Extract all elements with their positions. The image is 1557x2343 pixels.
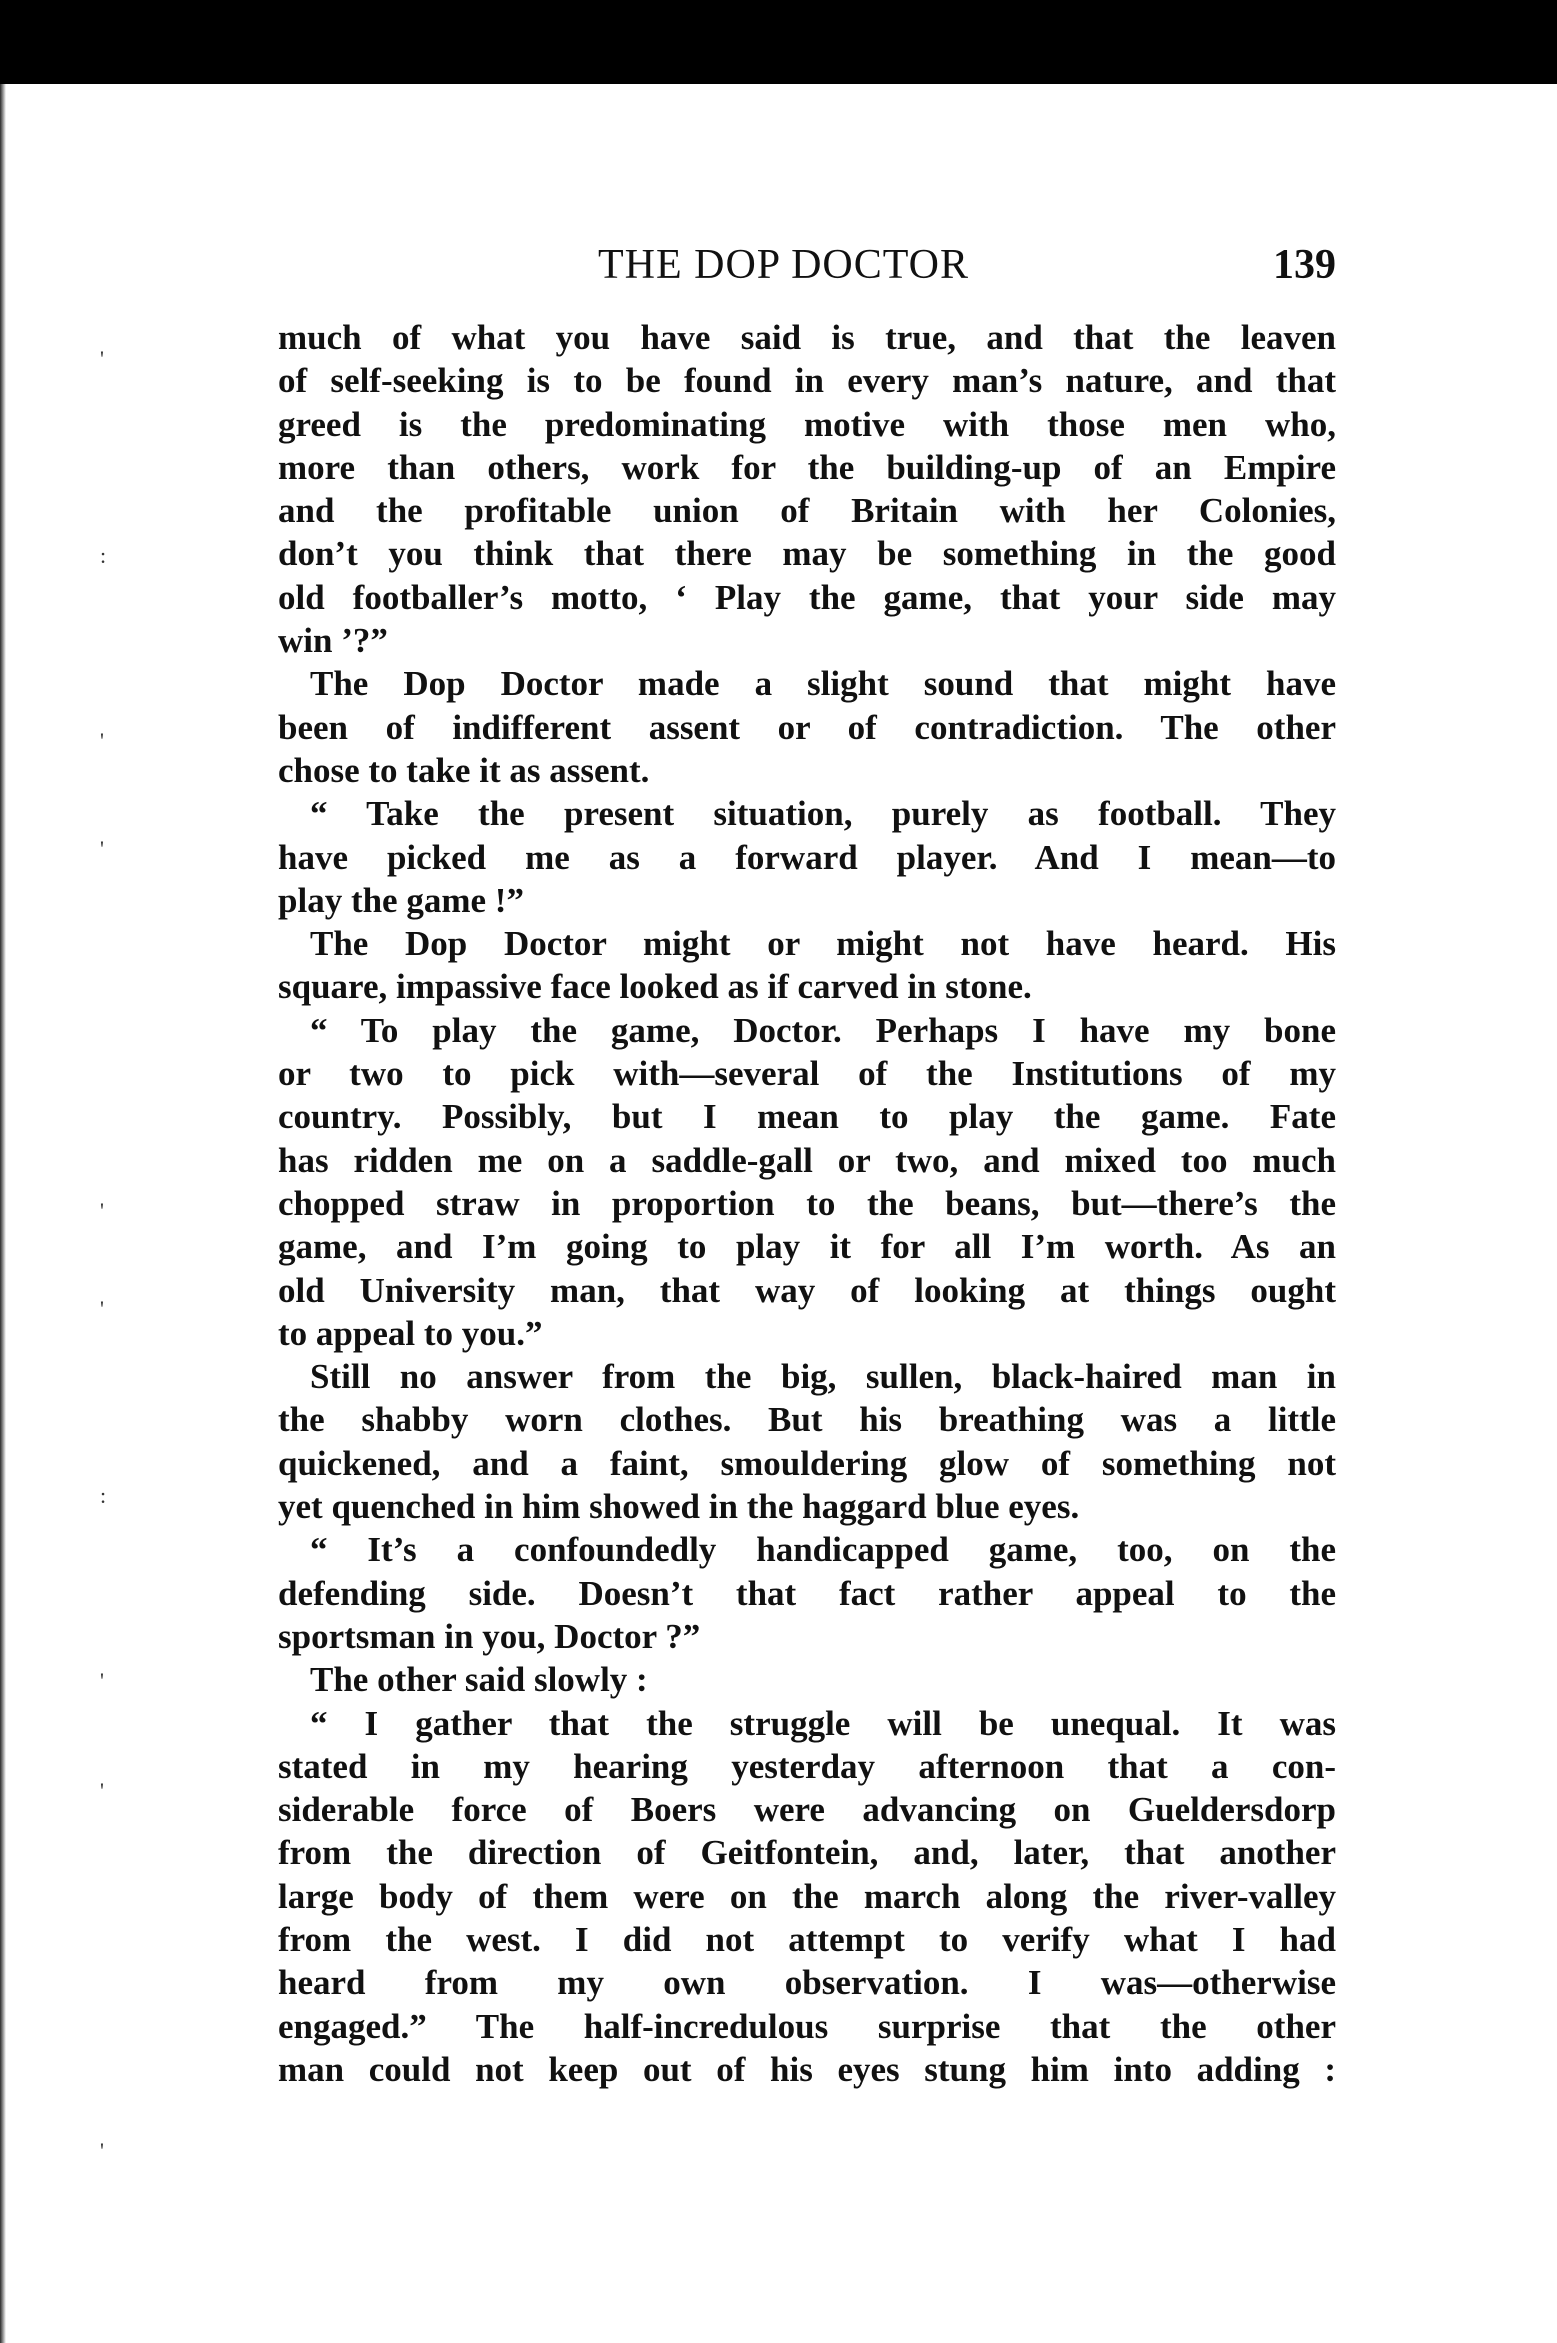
text-line: heard from my own observation. I was—otherwise	[278, 1963, 1336, 2003]
text-line: quickened, and a faint, smouldering glow of something not	[278, 1443, 1336, 1483]
text-line: large body of them were on the march along the river-valley	[278, 1876, 1336, 1916]
text-line: The other said slowly :	[310, 1660, 648, 1700]
margin-mark: '	[100, 1778, 104, 1803]
text-line: yet quenched in him showed in the haggard blue eyes.	[278, 1487, 1080, 1527]
text-line: Still no answer from the big, sullen, black-haired man in	[310, 1357, 1336, 1397]
text-line: been of indifferent assent or of contradiction. The other	[278, 707, 1336, 747]
text-line: The Dop Doctor made a slight sound that might have	[310, 664, 1336, 704]
text-line: from the direction of Geitfontein, and, later, that another	[278, 1833, 1336, 1873]
text-line: win ’?”	[278, 621, 388, 661]
text-line: country. Possibly, but I mean to play the game. Fate	[278, 1097, 1336, 1137]
page-binding-edge	[0, 84, 6, 2343]
margin-mark: '	[100, 1198, 104, 1223]
text-line: chopped straw in proportion to the beans, but—there’s the	[278, 1183, 1336, 1223]
text-line: The Dop Doctor might or might not have heard. His	[310, 924, 1336, 964]
text-line: have picked me as a forward player. And I mean—to	[278, 837, 1336, 877]
scan-top-border	[0, 0, 1557, 84]
text-line: more than others, work for the building-up of an Empire	[278, 447, 1336, 487]
text-line: or two to pick with—several of the Institutions of my	[278, 1054, 1336, 1094]
text-line: much of what you have said is true, and that the leaven	[278, 318, 1336, 357]
text-line: “ To play the game, Doctor. Perhaps I have my bone	[310, 1010, 1336, 1050]
margin-mark: '	[100, 2138, 104, 2163]
text-line: of self-seeking is to be found in every man’s nature, and that	[278, 361, 1336, 401]
text-line: play the game !”	[278, 880, 524, 920]
text-line: “ I gather that the struggle will be unequal. It was	[310, 1703, 1336, 1743]
text-line: defending side. Doesn’t that fact rather appeal to the	[278, 1573, 1336, 1613]
text-line: from the west. I did not attempt to verify what I had	[278, 1919, 1336, 1959]
text-line: to appeal to you.”	[278, 1313, 543, 1353]
text-line: old footballer’s motto, ‘ Play the game, that your side may	[278, 577, 1336, 617]
text-line: the shabby worn clothes. But his breathing was a little	[278, 1400, 1336, 1440]
margin-mark: :	[100, 543, 107, 568]
running-title: THE DOP DOCTOR	[598, 242, 970, 288]
text-line: stated in my hearing yesterday afternoon that a con-	[278, 1746, 1336, 1786]
margin-mark: :	[100, 1483, 107, 1508]
text-line: sportsman in you, Doctor ?”	[278, 1616, 701, 1656]
text-line: has ridden me on a saddle-gall or two, and mixed too much	[278, 1140, 1336, 1180]
text-line: “ It’s a confoundedly handicapped game, too, on the	[310, 1530, 1336, 1570]
text-line: don’t you think that there may be something in the good	[278, 534, 1336, 574]
text-line: chose to take it as assent.	[278, 750, 650, 790]
margin-mark: '	[100, 346, 104, 371]
text-line: siderable force of Boers were advancing on Gueldersdorp	[278, 1790, 1336, 1830]
text-line: engaged.” The half-incredulous surprise that the other	[278, 2006, 1336, 2046]
margin-mark: '	[100, 1296, 104, 1321]
text-line: square, impassive face looked as if carved in stone.	[278, 967, 1032, 1007]
page-number: 139	[1273, 242, 1336, 288]
margin-mark: '	[100, 836, 104, 861]
text-line: man could not keep out of his eyes stung him into adding :	[278, 2049, 1336, 2089]
text-line: “ Take the present situation, purely as football. They	[310, 794, 1336, 834]
margin-mark: '	[100, 1668, 104, 1693]
text-line: old University man, that way of looking at things ought	[278, 1270, 1336, 1310]
page-header	[278, 240, 1336, 290]
text-line: greed is the predominating motive with those men who,	[278, 404, 1336, 444]
text-line: game, and I’m going to play it for all I’m worth. As an	[278, 1227, 1336, 1267]
body-text	[278, 316, 1336, 2091]
margin-mark: '	[100, 728, 104, 753]
text-line: and the profitable union of Britain with her Colonies,	[278, 491, 1336, 531]
